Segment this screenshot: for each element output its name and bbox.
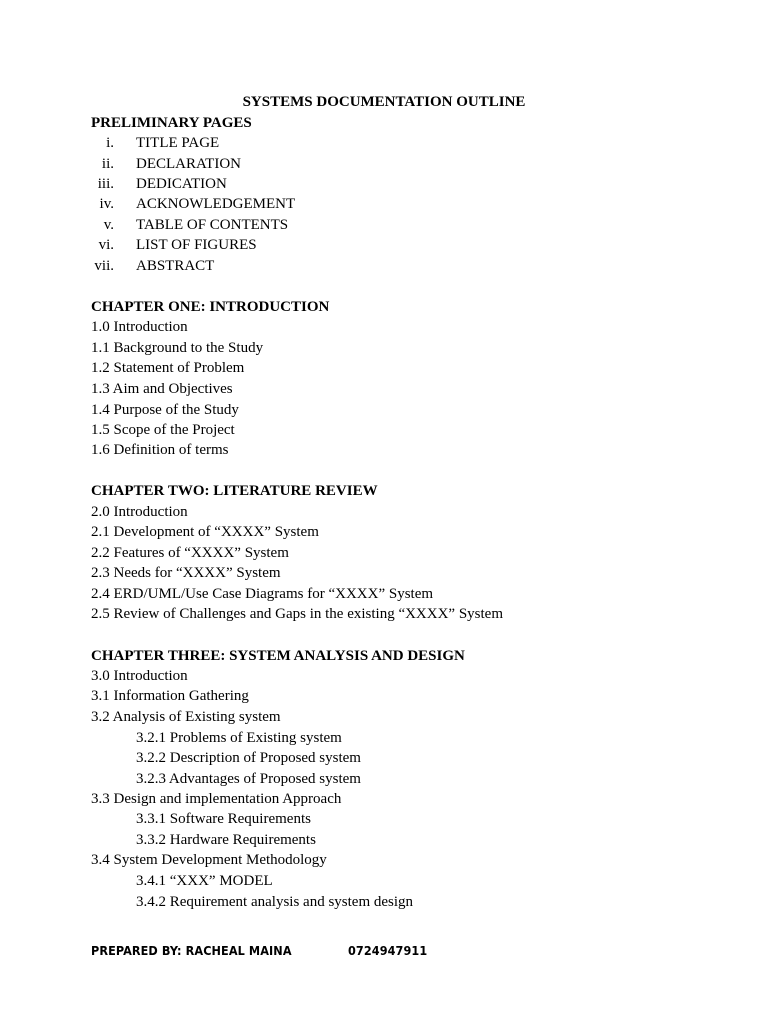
roman-numeral: i. bbox=[106, 135, 114, 151]
outline-item: 1.1 Background to the Study bbox=[91, 340, 264, 356]
chapter-two-heading: CHAPTER TWO: LITERATURE REVIEW bbox=[91, 483, 378, 499]
roman-numeral: iii. bbox=[97, 176, 114, 192]
outline-item: 3.3 Design and implementation Approach bbox=[91, 791, 342, 807]
outline-item: 1.3 Aim and Objectives bbox=[91, 381, 233, 397]
footer-phone: 0724947911 bbox=[348, 943, 428, 958]
outline-subitem: 3.2.1 Problems of Existing system bbox=[136, 730, 342, 746]
preliminary-item: ACKNOWLEDGEMENT bbox=[136, 196, 296, 212]
outline-item: 1.2 Statement of Problem bbox=[91, 360, 245, 376]
outline-subitem: 3.4.1 “XXX” MODEL bbox=[136, 873, 273, 889]
outline-item: 1.4 Purpose of the Study bbox=[91, 402, 239, 418]
document-title: SYSTEMS DOCUMENTATION OUTLINE bbox=[242, 94, 526, 110]
outline-item: 1.5 Scope of the Project bbox=[91, 422, 235, 438]
preliminary-item: TABLE OF CONTENTS bbox=[136, 217, 289, 233]
preliminary-item: TITLE PAGE bbox=[136, 135, 220, 151]
outline-item: 3.0 Introduction bbox=[91, 668, 188, 684]
outline-item: 3.1 Information Gathering bbox=[91, 688, 249, 704]
roman-numeral: ii. bbox=[101, 156, 114, 172]
roman-numeral: vii. bbox=[94, 258, 114, 274]
footer-prepared-by: PREPARED BY: RACHEAL MAINA bbox=[91, 943, 292, 958]
outline-subitem: 3.3.1 Software Requirements bbox=[136, 811, 311, 827]
outline-item: 1.0 Introduction bbox=[91, 319, 188, 335]
outline-item: 2.3 Needs for “XXXX” System bbox=[91, 565, 281, 581]
outline-item: 3.4 System Development Methodology bbox=[91, 852, 327, 868]
outline-subitem: 3.4.2 Requirement analysis and system design bbox=[136, 894, 414, 910]
roman-numeral: v. bbox=[103, 217, 114, 233]
outline-item: 3.2 Analysis of Existing system bbox=[91, 709, 281, 725]
roman-numeral: iv. bbox=[99, 196, 114, 212]
preliminary-item: ABSTRACT bbox=[136, 258, 215, 274]
preliminary-item: DECLARATION bbox=[136, 156, 241, 172]
outline-item: 2.0 Introduction bbox=[91, 504, 188, 520]
outline-subitem: 3.2.2 Description of Proposed system bbox=[136, 750, 361, 766]
chapter-three-heading: CHAPTER THREE: SYSTEM ANALYSIS AND DESIGN bbox=[91, 648, 465, 664]
preliminary-item: LIST OF FIGURES bbox=[136, 237, 257, 253]
roman-numeral: vi. bbox=[98, 237, 114, 253]
outline-subitem: 3.2.3 Advantages of Proposed system bbox=[136, 771, 361, 787]
outline-item: 2.5 Review of Challenges and Gaps in the existing “XXXX” System bbox=[91, 606, 504, 622]
outline-item: 2.2 Features of “XXXX” System bbox=[91, 545, 289, 561]
outline-item: 1.6 Definition of terms bbox=[91, 442, 229, 458]
outline-subitem: 3.3.2 Hardware Requirements bbox=[136, 832, 316, 848]
outline-item: 2.4 ERD/UML/Use Case Diagrams for “XXXX” System bbox=[91, 586, 434, 602]
preliminary-heading: PRELIMINARY PAGES bbox=[91, 115, 252, 131]
chapter-one-heading: CHAPTER ONE: INTRODUCTION bbox=[91, 299, 330, 315]
outline-item: 2.1 Development of “XXXX” System bbox=[91, 524, 319, 540]
preliminary-item: DEDICATION bbox=[136, 176, 227, 192]
